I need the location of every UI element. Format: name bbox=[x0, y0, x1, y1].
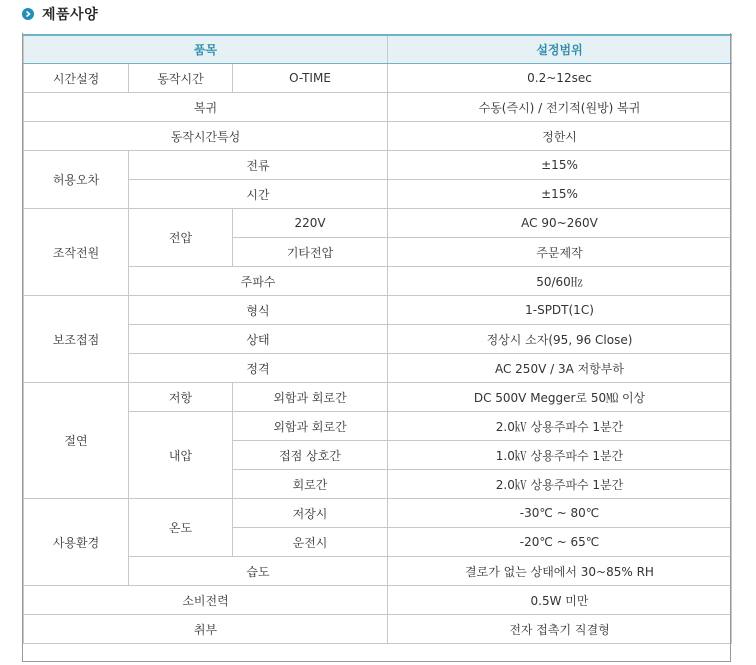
table-row bbox=[24, 93, 732, 122]
row-value: AC 250V / 3A 저항부하 bbox=[388, 354, 732, 383]
table-row bbox=[24, 180, 732, 209]
header-item: 품목 bbox=[24, 35, 388, 64]
row-value: ±15% bbox=[388, 151, 732, 180]
row-sub: 전압 bbox=[129, 209, 233, 267]
row-sub: 시간 bbox=[129, 180, 388, 209]
row-sub: 주파수 bbox=[129, 267, 388, 296]
table-row bbox=[24, 325, 732, 354]
row-item: 취부 bbox=[24, 615, 388, 644]
row-detail: 접점 상호간 bbox=[233, 441, 388, 470]
row-value: 1.0㎸ 상용주파수 1분간 bbox=[388, 441, 732, 470]
row-detail: 운전시 bbox=[233, 528, 388, 557]
row-value: ±15% bbox=[388, 180, 732, 209]
row-value: 0.2~12sec bbox=[388, 64, 732, 93]
table-row bbox=[24, 383, 732, 412]
row-detail: 외함과 회로간 bbox=[233, 383, 388, 412]
table-row bbox=[24, 209, 732, 238]
spec-table bbox=[23, 34, 732, 644]
row-sub: 형식 bbox=[129, 296, 388, 325]
row-sub: 저항 bbox=[129, 383, 233, 412]
row-detail: 외함과 회로간 bbox=[233, 412, 388, 441]
header-range: 설정범위 bbox=[388, 35, 732, 64]
row-group: 사용환경 bbox=[24, 499, 129, 586]
row-value: 결로가 없는 상태에서 30~85% RH bbox=[388, 557, 732, 586]
row-value: 전자 접촉기 직결형 bbox=[388, 615, 732, 644]
row-item: 동작시간특성 bbox=[24, 122, 388, 151]
table-row bbox=[24, 354, 732, 383]
row-value: 2.0㎸ 상용주파수 1분간 bbox=[388, 470, 732, 499]
row-sub: 상태 bbox=[129, 325, 388, 354]
section-heading bbox=[22, 3, 98, 25]
row-value: -30℃ ~ 80℃ bbox=[388, 499, 732, 528]
table-row bbox=[24, 586, 732, 615]
row-sub: 동작시간 bbox=[129, 64, 233, 93]
row-value: DC 500V Megger로 50㏁ 이상 bbox=[388, 383, 732, 412]
table-row bbox=[24, 122, 732, 151]
section-title: 제품사양 bbox=[42, 7, 99, 23]
row-sub: 온도 bbox=[129, 499, 233, 557]
row-item: 소비전력 bbox=[24, 586, 388, 615]
row-sub: 습도 bbox=[129, 557, 388, 586]
row-sub: 내압 bbox=[129, 412, 233, 499]
row-group: 절연 bbox=[24, 383, 129, 499]
row-detail: 기타전압 bbox=[233, 238, 388, 267]
row-value: 0.5W 미만 bbox=[388, 586, 732, 615]
table-row bbox=[24, 151, 732, 180]
table-row bbox=[24, 64, 732, 93]
table-row bbox=[24, 267, 732, 296]
row-value: 정한시 bbox=[388, 122, 732, 151]
row-value: -20℃ ~ 65℃ bbox=[388, 528, 732, 557]
row-detail: 220V bbox=[233, 209, 388, 238]
table-row bbox=[24, 412, 732, 441]
row-item: 복귀 bbox=[24, 93, 388, 122]
row-group: 조작전원 bbox=[24, 209, 129, 296]
row-value: 1-SPDT(1C) bbox=[388, 296, 732, 325]
row-value: 수동(즉시) / 전기적(원방) 복귀 bbox=[388, 93, 732, 122]
row-group: 시간설정 bbox=[24, 64, 129, 93]
table-row bbox=[24, 615, 732, 644]
row-group: 보조접점 bbox=[24, 296, 129, 383]
table-header-row bbox=[24, 35, 732, 64]
row-group: 허용오차 bbox=[24, 151, 129, 209]
table-row bbox=[24, 557, 732, 586]
chevron-right-icon bbox=[22, 8, 34, 20]
row-sub: 정격 bbox=[129, 354, 388, 383]
row-value: 2.0㎸ 상용주파수 1분간 bbox=[388, 412, 732, 441]
row-sub: 전류 bbox=[129, 151, 388, 180]
table-row bbox=[24, 296, 732, 325]
row-value: AC 90~260V bbox=[388, 209, 732, 238]
row-detail: 회로간 bbox=[233, 470, 388, 499]
table-row bbox=[24, 499, 732, 528]
row-value: 정상시 소자(95, 96 Close) bbox=[388, 325, 732, 354]
row-value: 주문제작 bbox=[388, 238, 732, 267]
row-detail: 저장시 bbox=[233, 499, 388, 528]
row-detail: O-TIME bbox=[233, 64, 388, 93]
row-value: 50/60㎐ bbox=[388, 267, 732, 296]
